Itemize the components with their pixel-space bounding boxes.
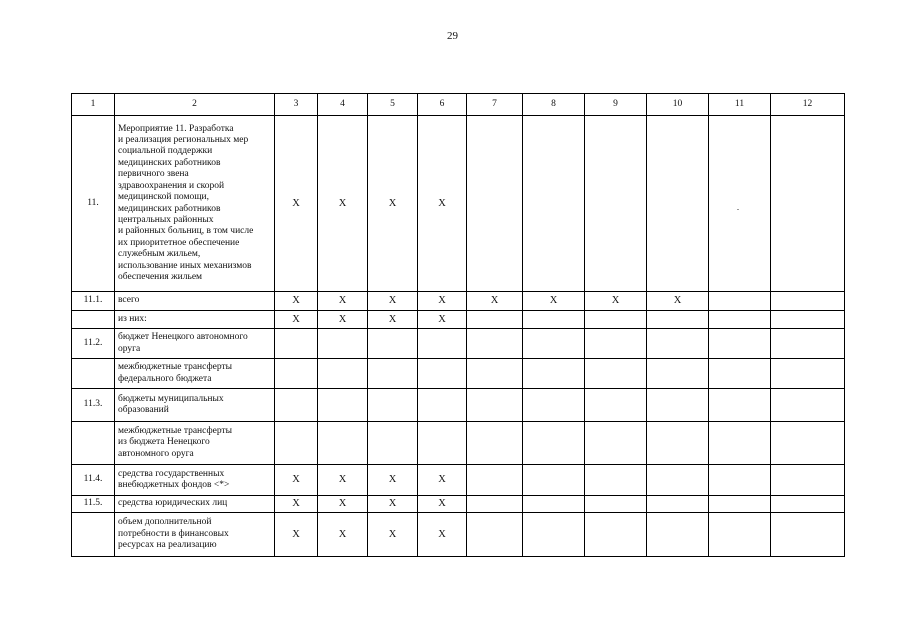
- value-cell: [585, 496, 647, 513]
- value-cell: [709, 465, 771, 496]
- value-cell: [523, 389, 585, 422]
- value-cell: [318, 359, 368, 389]
- row-number: [72, 422, 115, 465]
- header-cell: 4: [318, 94, 368, 116]
- row-description: средства государственных внебюджетных фондов <*>: [115, 465, 275, 496]
- value-cell: [771, 513, 845, 557]
- value-cell: X: [368, 496, 418, 513]
- value-cell: [585, 329, 647, 359]
- value-cell: [585, 465, 647, 496]
- value-cell: [709, 496, 771, 513]
- value-cell: [771, 292, 845, 311]
- value-cell: [647, 389, 709, 422]
- value-cell: [709, 422, 771, 465]
- value-cell: [467, 329, 523, 359]
- value-cell: [275, 389, 318, 422]
- value-cell: [709, 359, 771, 389]
- header-cell: 2: [115, 94, 275, 116]
- value-cell: [585, 389, 647, 422]
- value-cell: X: [275, 292, 318, 311]
- header-cell: 1: [72, 94, 115, 116]
- value-cell: [318, 422, 368, 465]
- value-cell: X: [275, 465, 318, 496]
- scan-speck: [737, 209, 739, 210]
- value-cell: [647, 359, 709, 389]
- header-cell: 3: [275, 94, 318, 116]
- value-cell: [368, 422, 418, 465]
- value-cell: [709, 329, 771, 359]
- value-cell: [418, 329, 467, 359]
- row-description: межбюджетные трансферты федерального бюджета: [115, 359, 275, 389]
- value-cell: [585, 311, 647, 329]
- header-cell: 6: [418, 94, 467, 116]
- value-cell: X: [368, 116, 418, 292]
- value-cell: [467, 513, 523, 557]
- value-cell: [771, 329, 845, 359]
- row-description: бюджет Ненецкого автономного оруга: [115, 329, 275, 359]
- value-cell: X: [318, 513, 368, 557]
- value-cell: [275, 422, 318, 465]
- value-cell: [318, 389, 368, 422]
- header-cell: 12: [771, 94, 845, 116]
- table-row: [72, 359, 845, 389]
- value-cell: [771, 359, 845, 389]
- value-cell: [709, 513, 771, 557]
- value-cell: X: [368, 513, 418, 557]
- value-cell: [418, 359, 467, 389]
- value-cell: [467, 359, 523, 389]
- value-cell: [771, 496, 845, 513]
- row-description: Мероприятие 11. Разработка и реализация региональных мер социальной поддержки медицинских работников первичного звена здравоохранения и скорой медицинской помощи, медицинских работников центральных районных и районных больниц, в том числе их приоритетное обеспечение служебным жильем, использование иных механизмов обеспечения жильем: [115, 116, 275, 292]
- table-row: [72, 329, 845, 359]
- row-number: 11.3.: [72, 389, 115, 422]
- header-cell: 8: [523, 94, 585, 116]
- table-row: [72, 311, 845, 329]
- value-cell: X: [585, 292, 647, 311]
- value-cell: X: [418, 465, 467, 496]
- table-row: [72, 292, 845, 311]
- value-cell: [275, 359, 318, 389]
- value-cell: [647, 513, 709, 557]
- value-cell: X: [418, 513, 467, 557]
- value-cell: X: [275, 311, 318, 329]
- value-cell: [585, 116, 647, 292]
- financing-table: [71, 93, 845, 557]
- row-number: [72, 513, 115, 557]
- row-number: [72, 359, 115, 389]
- value-cell: X: [275, 513, 318, 557]
- row-description: бюджеты муниципальных образований: [115, 389, 275, 422]
- row-description: объем дополнительной потребности в финансовых ресурсах на реализацию: [115, 513, 275, 557]
- table-row: [72, 513, 845, 557]
- value-cell: [523, 465, 585, 496]
- row-number: 11.: [72, 116, 115, 292]
- value-cell: X: [418, 311, 467, 329]
- page-number: 29: [447, 30, 458, 42]
- row-number: 11.1.: [72, 292, 115, 311]
- value-cell: [523, 329, 585, 359]
- value-cell: X: [275, 496, 318, 513]
- value-cell: X: [418, 116, 467, 292]
- value-cell: [647, 422, 709, 465]
- value-cell: [709, 116, 771, 292]
- value-cell: X: [523, 292, 585, 311]
- table-row: [72, 465, 845, 496]
- header-cell: 10: [647, 94, 709, 116]
- value-cell: [771, 465, 845, 496]
- row-number: [72, 311, 115, 329]
- value-cell: [771, 116, 845, 292]
- table-row: [72, 389, 845, 422]
- value-cell: X: [318, 116, 368, 292]
- value-cell: [368, 389, 418, 422]
- value-cell: X: [467, 292, 523, 311]
- value-cell: [771, 389, 845, 422]
- table-row: [72, 116, 845, 292]
- value-cell: [318, 329, 368, 359]
- value-cell: [771, 311, 845, 329]
- value-cell: [523, 422, 585, 465]
- header-row: [72, 94, 845, 116]
- value-cell: [709, 389, 771, 422]
- value-cell: [523, 513, 585, 557]
- value-cell: [709, 292, 771, 311]
- value-cell: [647, 329, 709, 359]
- value-cell: [418, 422, 467, 465]
- value-cell: [467, 389, 523, 422]
- value-cell: [467, 311, 523, 329]
- value-cell: X: [275, 116, 318, 292]
- value-cell: X: [318, 465, 368, 496]
- header-cell: 11: [709, 94, 771, 116]
- value-cell: [585, 513, 647, 557]
- value-cell: X: [368, 292, 418, 311]
- row-number: 11.5.: [72, 496, 115, 513]
- value-cell: [647, 116, 709, 292]
- row-description: межбюджетные трансферты из бюджета Ненецкого автономного оруга: [115, 422, 275, 465]
- value-cell: [467, 496, 523, 513]
- value-cell: X: [368, 465, 418, 496]
- value-cell: [647, 465, 709, 496]
- table-row: [72, 422, 845, 465]
- value-cell: X: [418, 292, 467, 311]
- value-cell: [275, 329, 318, 359]
- value-cell: [467, 465, 523, 496]
- value-cell: [647, 496, 709, 513]
- value-cell: [709, 311, 771, 329]
- value-cell: [368, 359, 418, 389]
- value-cell: [523, 496, 585, 513]
- value-cell: X: [318, 496, 368, 513]
- value-cell: X: [418, 496, 467, 513]
- value-cell: [523, 359, 585, 389]
- value-cell: X: [647, 292, 709, 311]
- value-cell: [585, 422, 647, 465]
- value-cell: [585, 359, 647, 389]
- value-cell: [467, 422, 523, 465]
- row-description: всего: [115, 292, 275, 311]
- value-cell: [647, 311, 709, 329]
- value-cell: [523, 116, 585, 292]
- row-description: из них:: [115, 311, 275, 329]
- value-cell: [523, 311, 585, 329]
- value-cell: [418, 389, 467, 422]
- header-cell: 9: [585, 94, 647, 116]
- value-cell: X: [368, 311, 418, 329]
- row-number: 11.4.: [72, 465, 115, 496]
- header-cell: 7: [467, 94, 523, 116]
- value-cell: [771, 422, 845, 465]
- header-cell: 5: [368, 94, 418, 116]
- value-cell: X: [318, 292, 368, 311]
- table-row: [72, 496, 845, 513]
- value-cell: [368, 329, 418, 359]
- row-number: 11.2.: [72, 329, 115, 359]
- value-cell: X: [318, 311, 368, 329]
- value-cell: [467, 116, 523, 292]
- row-description: средства юридических лиц: [115, 496, 275, 513]
